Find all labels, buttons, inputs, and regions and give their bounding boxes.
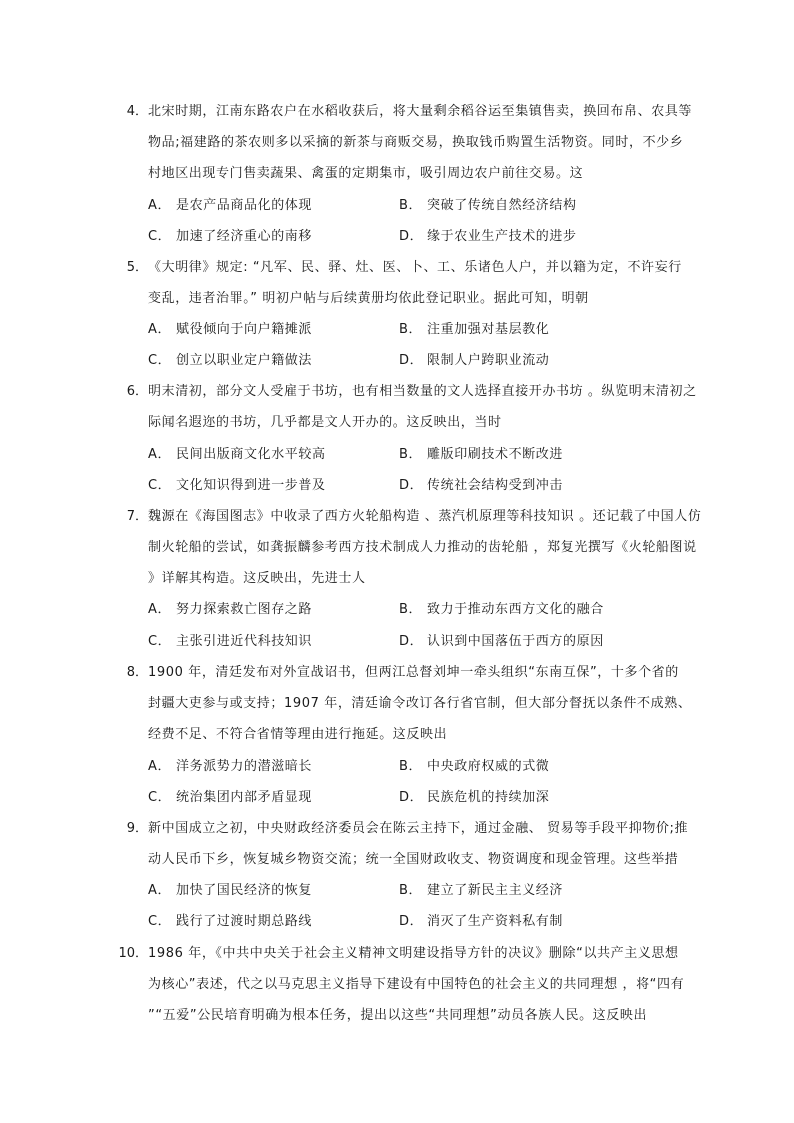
option-text: 是农产品商品化的体现 [176,198,313,213]
option-label: A． [148,322,172,337]
option-text: 洋务派势力的潜滋暗长 [176,759,313,774]
option-text: 主张引进近代科技知识 [176,634,313,649]
option-text: 民族危机的持续加深 [427,790,550,805]
option-a [148,600,312,620]
option-text: 致力于推动东西方文化的融合 [427,602,604,617]
question-stem-line: 为核心”表述，代之以马克思主义指导下建设有中国特色的社会主义的共同理想 ，将“四有 [148,977,685,992]
option-text: 注重加强对基层教化 [427,322,550,337]
option-label: C． [148,914,172,929]
option-label: C． [148,790,172,805]
option-c [148,351,312,371]
option-text: 突破了传统自然经济结构 [427,198,577,213]
question-stem-line: 《大明律》规定: “凡军、民、驿、灶、医、卜、工、乐诸色人户，并以籍为定，不许妄行 [148,260,682,275]
option-label: A． [148,198,172,213]
option-text: 统治集团内部矛盾显现 [176,790,313,805]
option-label: C． [148,634,172,649]
option-label: B． [399,447,423,462]
option-text: 文化知识得到进一步普及 [176,478,326,493]
option-label: D． [399,634,424,649]
question-stem-line: 变乱，违者治罪。” 明初户帖与后续黄册均依此登记职业。据此可知，明朝 [148,291,589,306]
option-label: B． [399,883,423,898]
option-label: A． [148,883,172,898]
option-a [148,196,312,216]
option-a [148,445,326,465]
question-number: 5． [126,260,148,275]
question-stem-line: 明末清初，部分文人受雇于书坊，也有相当数量的文人选择直接开办书坊 。纵览明末清初之 [148,384,697,399]
option-text: 雕版印刷技术不断改进 [427,447,564,462]
option-b [399,320,549,340]
option-label: D． [399,478,424,493]
option-label: C． [148,478,172,493]
option-label: D． [399,229,424,244]
option-d [399,351,549,371]
question-stem-line: ”“五爱”公民培育明确为根本任务，提出以这些“共同理想”动员各族人民。这反映出 [148,1008,648,1023]
question-stem-line: 北宋时期，江南东路农户在水稻收获后，将大量剩余稻谷运至集镇售卖，换回布帛、农具等 [148,104,693,119]
question-stem-line: 封疆大吏参与或支持；1907 年，清廷谕令改订各行省官制，但大部分督抚以条件不成熟、 [148,696,692,711]
question-number: 6． [126,384,148,399]
option-label: A． [148,447,172,462]
option-label: B． [399,759,423,774]
option-label: A． [148,602,172,617]
option-label: B． [399,602,423,617]
option-d [399,912,563,932]
question-stem-line: 际闻名遐迩的书坊，几乎都是文人开办的。这反映出，当时 [148,415,502,430]
option-b [399,757,549,777]
option-text: 缘于农业生产技术的进步 [427,229,577,244]
option-a [148,757,312,777]
question-stem-line: 1986 年，《中共中央关于社会主义精神文明建设指导方针的决议》删除“以共产主义思想 [148,946,679,961]
option-b [399,445,563,465]
option-label: A． [148,759,172,774]
option-c [148,632,312,652]
option-d [399,632,604,652]
option-label: C． [148,353,172,368]
question-stem-line: 物品;福建路的茶农则多以采摘的新茶与商贩交易，换取钱币购置生活物资。同时，不少乡 [148,135,684,150]
option-text: 加快了国民经济的恢复 [176,883,313,898]
question-number: 7． [126,509,148,524]
option-b [399,881,563,901]
option-d [399,227,577,247]
option-text: 努力探索救亡图存之路 [176,602,313,617]
option-c [148,227,312,247]
option-text: 消灭了生产资料私有制 [427,914,564,929]
option-b [399,196,577,216]
question-number: 9． [126,821,148,836]
question-stem-line: 经费不足、不符合省情等理由进行拖延。这反映出 [148,727,448,742]
option-c [148,476,326,496]
question-stem-line: 制火轮船的尝试，如龚振麟参考西方技术制成人力推动的齿轮船 ，郑复光撰写《火轮船图说 [148,540,697,555]
option-text: 认识到中国落伍于西方的原因 [427,634,604,649]
option-c [148,912,312,932]
question-number: 4． [126,104,148,119]
question-number: 10． [118,946,148,961]
option-text: 民间出版商文化水平较高 [176,447,326,462]
option-a [148,320,312,340]
option-b [399,600,604,620]
question-number: 8． [126,665,148,680]
question-stem-line: 魏源在《海国图志》中收录了西方火轮船构造 、蒸汽机原理等科技知识 。还记载了中国人仿 [148,509,702,524]
option-label: B． [399,322,423,337]
option-text: 加速了经济重心的南移 [176,229,313,244]
option-label: B． [399,198,423,213]
option-text: 限制人户跨职业流动 [427,353,550,368]
option-d [399,788,549,808]
option-text: 赋役倾向于向户籍摊派 [176,322,313,337]
question-stem-line: 新中国成立之初，中央财政经济委员会在陈云主持下，通过金融、 贸易等手段平抑物价;推 [148,821,689,836]
option-text: 建立了新民主主义经济 [427,883,564,898]
option-text: 创立以职业定户籍做法 [176,353,313,368]
option-text: 践行了过渡时期总路线 [176,914,313,929]
question-stem-line: 1900 年，清廷发布对外宣战诏书，但两江总督刘坤一牵头组织“东南互保”，十多个省的 [148,665,679,680]
option-label: D． [399,790,424,805]
option-label: D． [399,353,424,368]
question-stem-line: 村地区出现专门售卖蔬果、禽蛋的定期集市，吸引周边农户前往交易。这 [148,166,584,181]
option-c [148,788,312,808]
option-label: D． [399,914,424,929]
option-label: C． [148,229,172,244]
option-a [148,881,312,901]
option-d [399,476,563,496]
question-stem-line: 》详解其构造。这反映出，先进士人 [148,571,366,586]
option-text: 中央政府权威的式微 [427,759,550,774]
option-text: 传统社会结构受到冲击 [427,478,564,493]
question-stem-line: 动人民币下乡，恢复城乡物资交流；统一全国财政收支、物资调度和现金管理。这些举措 [148,852,679,867]
